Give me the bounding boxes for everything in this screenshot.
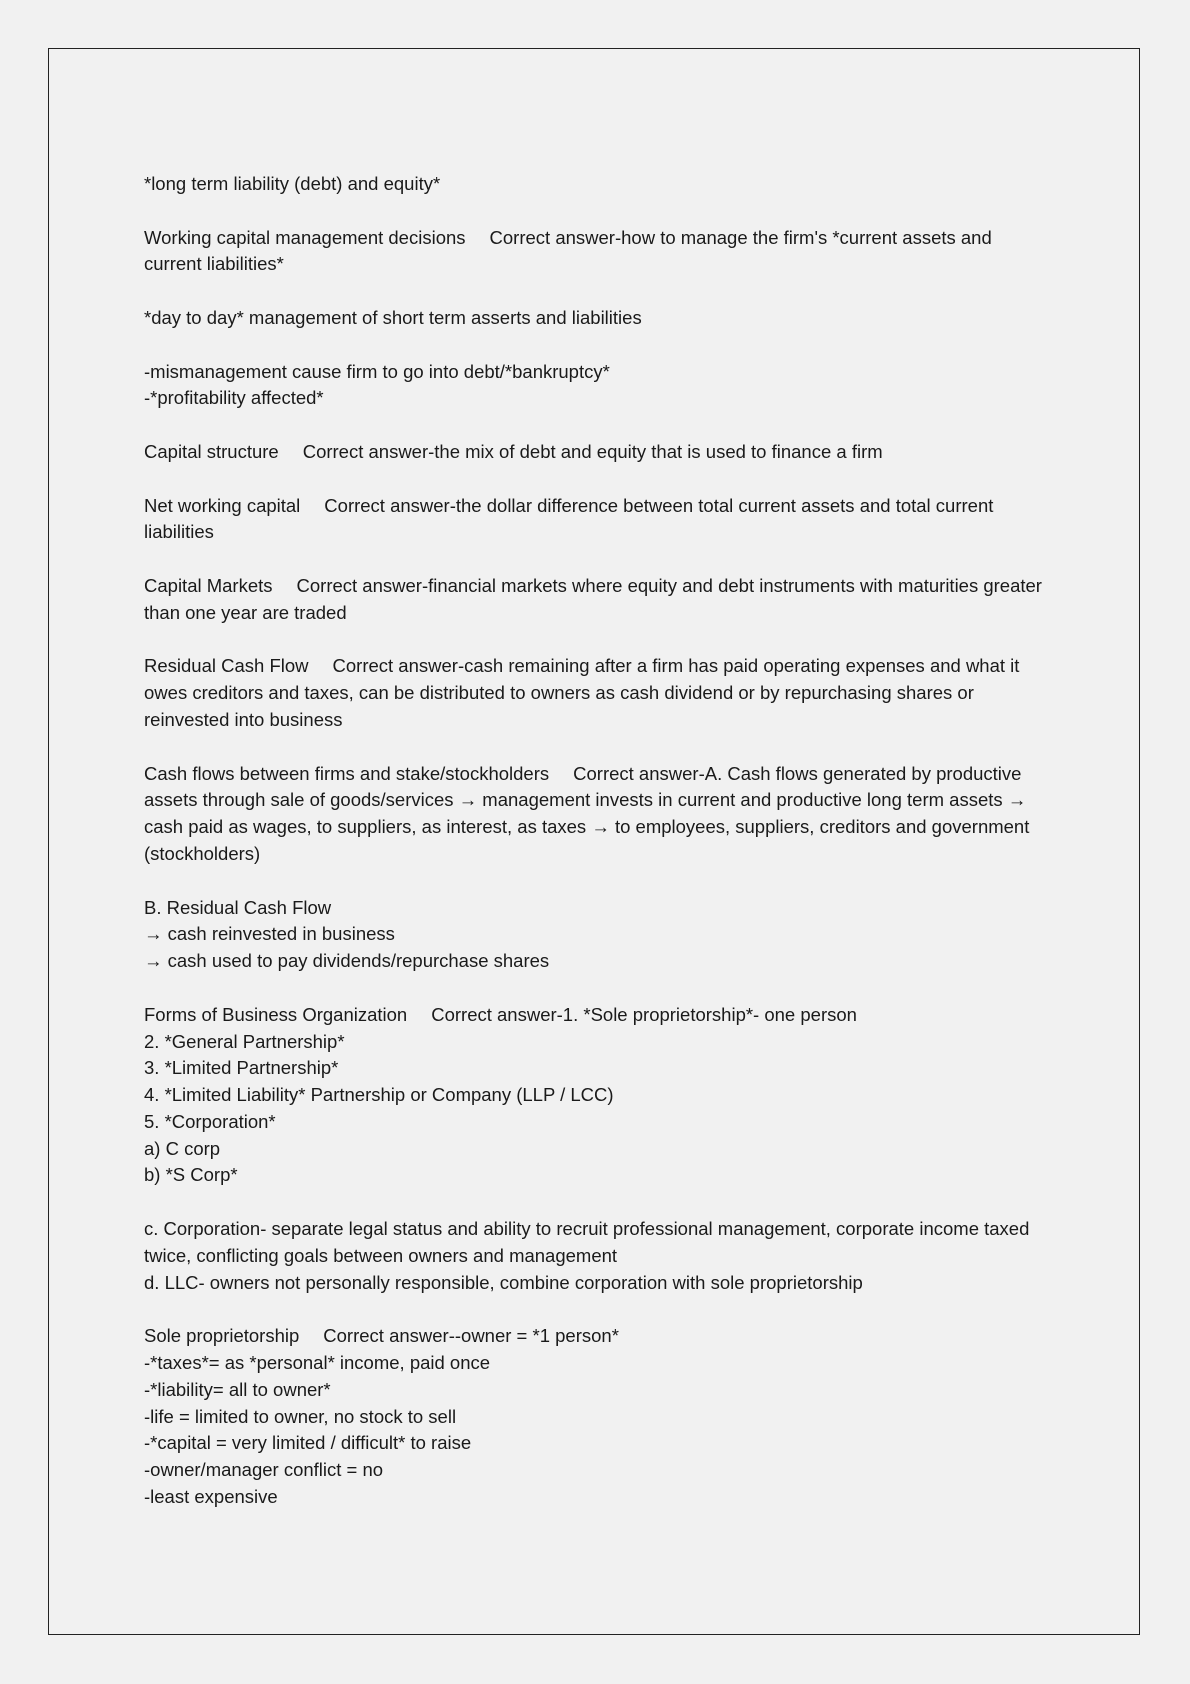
qa-entry: [144, 439, 1044, 466]
entry-answer: Correct answer-the mix of debt and equity that is used to finance a firm: [302, 440, 883, 462]
text-line: → cash used to pay dividends/repurchase shares: [144, 950, 550, 972]
text-line: 2. *General Partnership*: [144, 1030, 345, 1052]
entry-answer: Correct answer-1. *Sole proprietorship*- one person: [431, 1003, 857, 1025]
note-block: [144, 305, 1044, 332]
entry-term: Capital structure: [144, 440, 279, 462]
entry-first-line: [144, 1002, 1044, 1029]
text-line: 4. *Limited Liability* Partnership or Company (LLP / LCC): [144, 1084, 614, 1106]
entry-first-line: [144, 761, 1044, 868]
text-line: -*profitability affected*: [144, 387, 324, 409]
entry-first-line: [144, 493, 1044, 547]
entry-first-line: [144, 1323, 1044, 1350]
text-line: *day to day* management of short term asserts and liabilities: [144, 306, 642, 328]
text-line: B. Residual Cash Flow: [144, 896, 332, 918]
text-line: -owner/manager conflict = no: [144, 1459, 384, 1481]
entry-answer: Correct answer-A. Cash flows generated by productive assets through sale of goods/services → management invests in current and productive long term assets → cash paid as wages, to suppliers, as interest, as taxes → to employees, suppliers, creditors and government (stockholders): [144, 762, 1035, 864]
text-line: -*taxes*= as *personal* income, paid once: [144, 1352, 491, 1374]
entry-answer: Correct answer-financial markets where equity and debt instruments with maturities greater than one year are traded: [144, 574, 1048, 623]
document-body: [144, 171, 1048, 1538]
text-line: d. LLC- owners not personally responsible, combine corporation with sole proprietorship: [144, 1271, 863, 1293]
entry-answer: Correct answer-the dollar difference between total current assets and total current liabilities: [144, 494, 999, 543]
text-line: b) *S Corp*: [144, 1164, 238, 1186]
text-line: 3. *Limited Partnership*: [144, 1057, 339, 1079]
text-line: -mismanagement cause firm to go into debt/*bankruptcy*: [144, 360, 610, 382]
qa-entry: [144, 225, 1044, 279]
qa-entry: [144, 653, 1044, 733]
text-line: -*liability= all to owner*: [144, 1378, 331, 1400]
entry-term: Sole proprietorship: [144, 1325, 300, 1347]
text-line: -life = limited to owner, no stock to sell: [144, 1405, 457, 1427]
text-line: -*capital = very limited / difficult* to raise: [144, 1432, 472, 1454]
qa-entry: [144, 1002, 1044, 1190]
text-line: -least expensive: [144, 1486, 278, 1508]
note-block: [144, 171, 1044, 198]
text-line: c. Corporation- separate legal status and ability to recruit professional management, corporate income taxed twice, conflicting goals between owners and management: [144, 1218, 1035, 1266]
entry-first-line: [144, 573, 1048, 627]
entry-term: Residual Cash Flow: [144, 655, 309, 677]
entry-term: Capital Markets: [144, 574, 273, 596]
entry-first-line: [144, 225, 1044, 279]
note-block: [144, 359, 1044, 413]
entry-term: Net working capital: [144, 494, 301, 516]
text-line: → cash reinvested in business: [144, 923, 395, 945]
entry-term: Forms of Business Organization: [144, 1003, 408, 1025]
entry-answer: Correct answer--owner = *1 person*: [323, 1325, 619, 1347]
qa-entry: [144, 493, 1044, 547]
note-block: [144, 895, 1044, 975]
entry-first-line: [144, 653, 1044, 733]
entry-term: Working capital management decisions: [144, 226, 466, 248]
entry-first-line: [144, 439, 1044, 466]
text-line: 5. *Corporation*: [144, 1110, 276, 1132]
qa-entry: [144, 1323, 1044, 1511]
qa-entry: [144, 761, 1044, 868]
entry-answer: Correct answer-cash remaining after a firm has paid operating expenses and what it owes creditors and taxes, can be distributed to owners as cash dividend or by repurchasing shares or reinvested into business: [144, 655, 1025, 730]
entry-term: Cash flows between firms and stake/stockholders: [144, 762, 550, 784]
text-line: *long term liability (debt) and equity*: [144, 173, 441, 194]
text-line: a) C corp: [144, 1137, 221, 1159]
entry-answer: Correct answer-how to manage the firm's *current assets and current liabilities*: [144, 226, 997, 275]
note-block: [144, 1216, 1044, 1296]
qa-entry: [144, 573, 1048, 627]
